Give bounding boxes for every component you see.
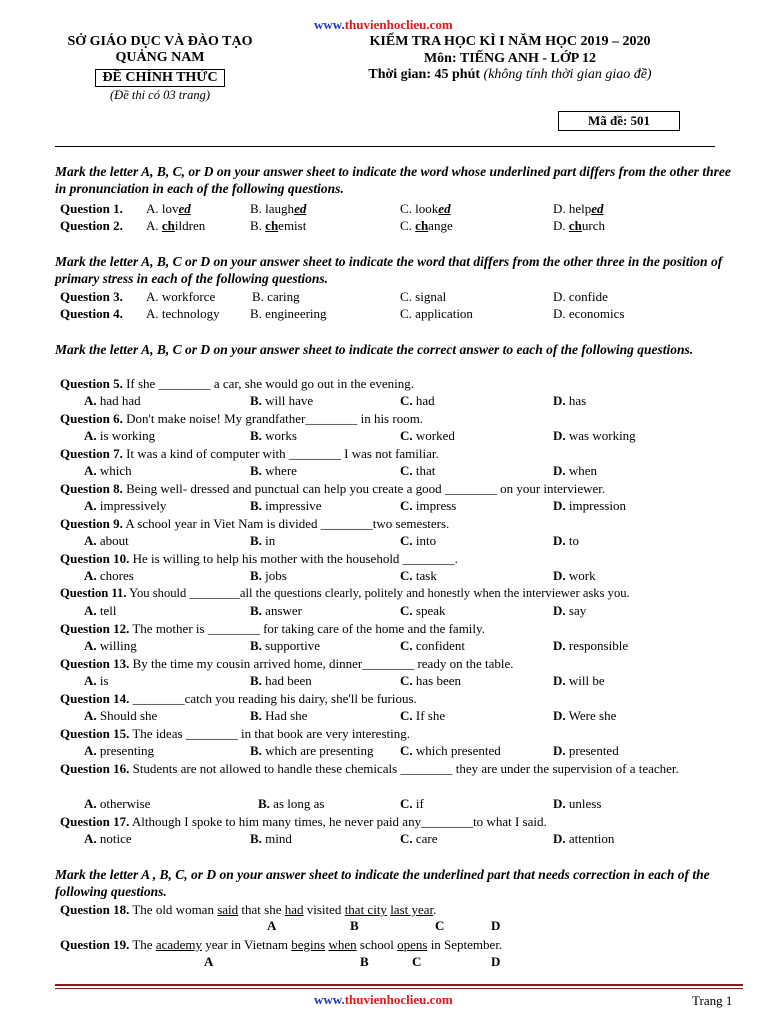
q14-option-d[interactable]: D. Were she — [553, 708, 617, 723]
page-count-note: (Đề thi có 03 trang) — [110, 88, 210, 102]
question-16: Question 16. Students are not allowed to handle these chemicals ________ they are under the supervision of a teacher. — [60, 761, 679, 776]
q13-option-b[interactable]: B. had been — [250, 673, 312, 688]
q1-option-b[interactable]: B. laughed — [250, 201, 307, 216]
q9-option-a[interactable]: A. about — [84, 533, 129, 548]
q10-option-a[interactable]: A. chores — [84, 568, 134, 583]
q17-option-c[interactable]: C. care — [400, 831, 438, 846]
q16-option-d[interactable]: D. unless — [553, 796, 602, 811]
q6-option-a[interactable]: A. is working — [84, 428, 156, 443]
question-14: Question 14. ________catch you reading his dairy, she'll be furious. — [60, 691, 417, 706]
q18-part-b[interactable]: had — [284, 902, 304, 917]
q3-option-a[interactable]: A. workforce — [146, 289, 216, 304]
section-1-instruction: Mark the letter A, B, C, or D on your answer sheet to indicate the word whose underlined part differs from the other three in pronunciation in each of the following questions. — [55, 164, 731, 196]
question-3: Question 3. — [60, 289, 123, 304]
q2-option-c[interactable]: C. change — [400, 218, 453, 233]
q11-option-b[interactable]: B. answer — [250, 603, 302, 618]
q17-option-d[interactable]: D. attention — [553, 831, 615, 846]
q3-option-d[interactable]: D. confide — [553, 289, 608, 304]
exam-subject: Môn: TIẾNG ANH - LỚP 12 — [423, 50, 597, 66]
q18-mark-b: B — [350, 918, 359, 933]
q2-option-b[interactable]: B. chemist — [250, 218, 307, 233]
question-15: Question 15. The ideas ________ in that book are very interesting. — [60, 726, 410, 741]
q12-option-d[interactable]: D. responsible — [553, 638, 629, 653]
q15-option-b[interactable]: B. which are presenting — [250, 743, 374, 758]
q18-mark-d: D — [491, 918, 501, 933]
q10-option-b[interactable]: B. jobs — [250, 568, 287, 583]
q5-option-d[interactable]: D. has — [553, 393, 587, 408]
q12-option-a[interactable]: A. willing — [84, 638, 137, 653]
q1-option-a[interactable]: A. loved — [146, 201, 191, 216]
q19-part-b[interactable]: begins — [291, 937, 326, 952]
official-exam-badge: ĐỀ CHÍNH THỨC — [95, 69, 224, 87]
q19-mark-c: C — [412, 954, 422, 969]
q13-option-c[interactable]: C. has been — [400, 673, 462, 688]
q14-option-b[interactable]: B. Had she — [250, 708, 308, 723]
q4-option-c[interactable]: C. application — [400, 306, 473, 321]
q19-part-d[interactable]: opens — [397, 937, 428, 952]
q18-mark-c: C — [435, 918, 445, 933]
q19-mark-d: D — [491, 954, 501, 969]
q7-option-c[interactable]: C. that — [400, 463, 436, 478]
q8-option-c[interactable]: C. impress — [400, 498, 457, 513]
footer-divider-thick — [55, 984, 743, 986]
question-8: Question 8. Being well- dressed and punctual can help you create a good ________ on your interviewer. — [60, 481, 606, 496]
header-right — [310, 34, 710, 84]
q7-option-b[interactable]: B. where — [250, 463, 297, 478]
q10-option-c[interactable]: C. task — [400, 568, 437, 583]
q13-option-a[interactable]: A. is — [84, 673, 109, 688]
q9-option-c[interactable]: C. into — [400, 533, 437, 548]
q9-option-d[interactable]: D. to — [553, 533, 580, 548]
q15-option-c[interactable]: C. which presented — [400, 743, 501, 758]
q9-option-b[interactable]: B. in — [250, 533, 276, 548]
q6-option-d[interactable]: D. was working — [553, 428, 636, 443]
question-1: Question 1. — [60, 201, 123, 216]
q17-option-a[interactable]: A. notice — [84, 831, 132, 846]
q18-mark-a: A — [267, 918, 277, 933]
question-18: Question 18. The old woman said that she had visited that city last year. — [60, 902, 437, 917]
q7-option-a[interactable]: A. which — [84, 463, 132, 478]
question-10: Question 10. He is willing to help his mother with the household ________. — [60, 551, 458, 566]
q2-option-a[interactable]: A. children — [146, 218, 206, 233]
question-11: Question 11. You should ________all the questions clearly, politely and honestly when the interviewer asks you. — [60, 586, 630, 600]
q15-option-a[interactable]: A. presenting — [84, 743, 155, 758]
q7-option-d[interactable]: D. when — [553, 463, 598, 478]
q5-option-c[interactable]: C. had — [400, 393, 435, 408]
department-name: SỞ GIÁO DỤC VÀ ĐÀO TẠO — [67, 34, 253, 49]
q8-option-a[interactable]: A. impressively — [84, 498, 167, 513]
q11-option-c[interactable]: C. speak — [400, 603, 446, 618]
question-4: Question 4. — [60, 306, 123, 321]
q8-option-b[interactable]: B. impressive — [250, 498, 322, 513]
header-divider — [55, 146, 715, 147]
site-url-top[interactable]: www.thuvienhoclieu.com — [314, 17, 453, 32]
header-left — [40, 34, 280, 103]
q12-option-b[interactable]: B. supportive — [250, 638, 321, 653]
q19-part-c[interactable]: when — [328, 937, 357, 952]
section-3-instruction: Mark the letter A, B, C or D on your answer sheet to indicate the correct answer to each of the following questions. — [55, 342, 694, 357]
q19-mark-b: B — [360, 954, 369, 969]
question-13: Question 13. By the time my cousin arrived home, dinner________ ready on the table. — [60, 656, 514, 671]
q11-option-a[interactable]: A. tell — [84, 603, 117, 618]
exam-time: Thời gian: 45 phút (không tính thời gian giao đề) — [368, 67, 652, 82]
question-19: Question 19. The academy year in Vietnam begins when school opens in September. — [60, 937, 503, 952]
question-12: Question 12. The mother is ________ for taking care of the home and the family. — [60, 621, 485, 636]
q8-option-d[interactable]: D. impression — [553, 498, 626, 513]
q1-option-c[interactable]: C. looked — [400, 201, 451, 216]
exam-code-box: Mã đề: 501 — [558, 111, 680, 131]
q16-option-c[interactable]: C. if — [400, 796, 424, 811]
q18-part-a[interactable]: said — [217, 902, 239, 917]
site-url-bottom[interactable]: www.thuvienhoclieu.com — [314, 992, 453, 1007]
q2-option-d[interactable]: D. church — [553, 218, 605, 233]
q19-mark-a: A — [204, 954, 214, 969]
question-6: Question 6. Don't make noise! My grandfather________ in his room. — [60, 411, 424, 426]
q6-option-c[interactable]: C. worked — [400, 428, 455, 443]
q5-option-b[interactable]: B. will have — [250, 393, 314, 408]
question-9: Question 9. A school year in Viet Nam is divided ________two semesters. — [60, 516, 450, 531]
q1-option-d[interactable]: D. helped — [553, 201, 604, 216]
q18-part-c[interactable]: that city — [344, 902, 387, 917]
question-5: Question 5. If she ________ a car, she would go out in the evening. — [60, 376, 415, 391]
q3-option-c[interactable]: C. signal — [400, 289, 447, 304]
q4-option-d[interactable]: D. economics — [553, 306, 625, 321]
q19-part-a[interactable]: academy — [155, 937, 203, 952]
q18-part-d[interactable]: last year — [390, 902, 434, 917]
q6-option-b[interactable]: B. works — [250, 428, 297, 443]
q14-option-a[interactable]: A. Should she — [84, 708, 158, 723]
q13-option-d[interactable]: D. will be — [553, 673, 605, 688]
q15-option-d[interactable]: D. presented — [553, 743, 619, 758]
page-number: Trang 1 — [692, 993, 733, 1008]
q4-option-b[interactable]: B. engineering — [250, 306, 327, 321]
exam-title: KIỂM TRA HỌC KÌ I NĂM HỌC 2019 – 2020 — [369, 34, 651, 49]
question-7: Question 7. It was a kind of computer with ________ I was not familiar. — [60, 446, 439, 461]
q11-option-d[interactable]: D. say — [553, 603, 587, 618]
footer-divider-thin — [55, 988, 743, 989]
q14-option-c[interactable]: C. If she — [400, 708, 446, 723]
q10-option-d[interactable]: D. work — [553, 568, 596, 583]
q5-option-a[interactable]: A. had had — [84, 393, 141, 408]
section-4-instruction: Mark the letter A , B, C, or D on your answer sheet to indicate the underlined part that needs correction in each of the following questions. — [55, 867, 710, 899]
q16-option-a[interactable]: A. otherwise — [84, 796, 151, 811]
q4-option-a[interactable]: A. technology — [146, 306, 220, 321]
q3-option-b[interactable]: B. caring — [252, 289, 300, 304]
q12-option-c[interactable]: C. confident — [400, 638, 465, 653]
question-2: Question 2. — [60, 218, 123, 233]
question-17: Question 17. Although I spoke to him many times, he never paid any________to what I said. — [60, 814, 547, 829]
section-2-instruction: Mark the letter A, B, C or D on your answer sheet to indicate the word that differs from the other three in the position of primary stress in each of the following questions. — [55, 254, 723, 286]
province-name: QUẢNG NAM — [115, 50, 205, 65]
q16-option-b[interactable]: B. as long as — [258, 796, 325, 811]
q17-option-b[interactable]: B. mind — [250, 831, 292, 846]
